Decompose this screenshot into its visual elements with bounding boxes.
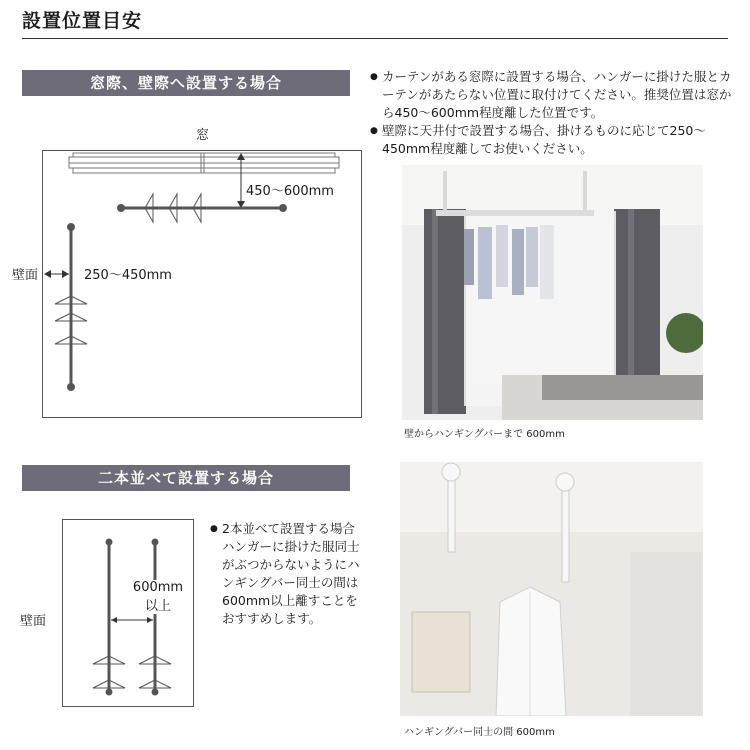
curtain-rail xyxy=(69,153,339,173)
section1-bullets xyxy=(370,68,736,158)
bullet-2: ● 壁際に天井付で設置する場合、掛けるものに応じて250〜450mm程度離してお使いください。 xyxy=(370,122,736,158)
window-label: 窓 xyxy=(196,128,210,143)
distance-suffix: 以上 xyxy=(144,599,171,614)
wall-label-2: 壁面 xyxy=(20,614,47,629)
wall-distance-arrow xyxy=(44,270,69,278)
bullet-1: ● カーテンがある窓際に設置する場合、ハンガーに掛けた服とカーテンがあたらない位置に取付けてください。推奨位置は窓から450〜600mm程度離した位置です。 xyxy=(370,68,736,122)
between-bars-arrow xyxy=(111,617,153,623)
wall-distance-label: 250〜450mm xyxy=(84,268,172,283)
note-text: ● 2本並べて設置する場合ハンガーに掛けた服同士がぶつからないようにハンギングバー同士の間は600mm以上離すことをおすすめします。 xyxy=(210,520,360,628)
distance-value: 600mm xyxy=(132,580,184,595)
section1-banner: 窓際、壁際へ設置する場合 xyxy=(22,70,350,96)
title-divider xyxy=(22,38,728,39)
window-photo-caption: 壁からハンギングバーまで 600mm xyxy=(404,429,565,440)
window-photo xyxy=(402,165,703,420)
window-photo-svg xyxy=(402,165,703,420)
between-distance-label xyxy=(128,580,188,614)
page-title: 設置位置目安 xyxy=(22,10,143,32)
section2-banner: 二本並べて設置する場合 xyxy=(22,465,350,491)
ceiling-photo-svg xyxy=(400,462,703,716)
window-distance-label: 450〜600mm xyxy=(246,184,334,199)
wall-label: 壁面 xyxy=(12,268,39,283)
bar-left xyxy=(93,539,125,696)
section2-note xyxy=(210,520,360,628)
bar-right xyxy=(139,539,171,696)
ceiling-photo xyxy=(400,462,703,716)
hanging-bar-vertical xyxy=(55,223,87,391)
ceiling-photo-caption: ハンギングバー同士の間 600mm xyxy=(404,727,555,738)
